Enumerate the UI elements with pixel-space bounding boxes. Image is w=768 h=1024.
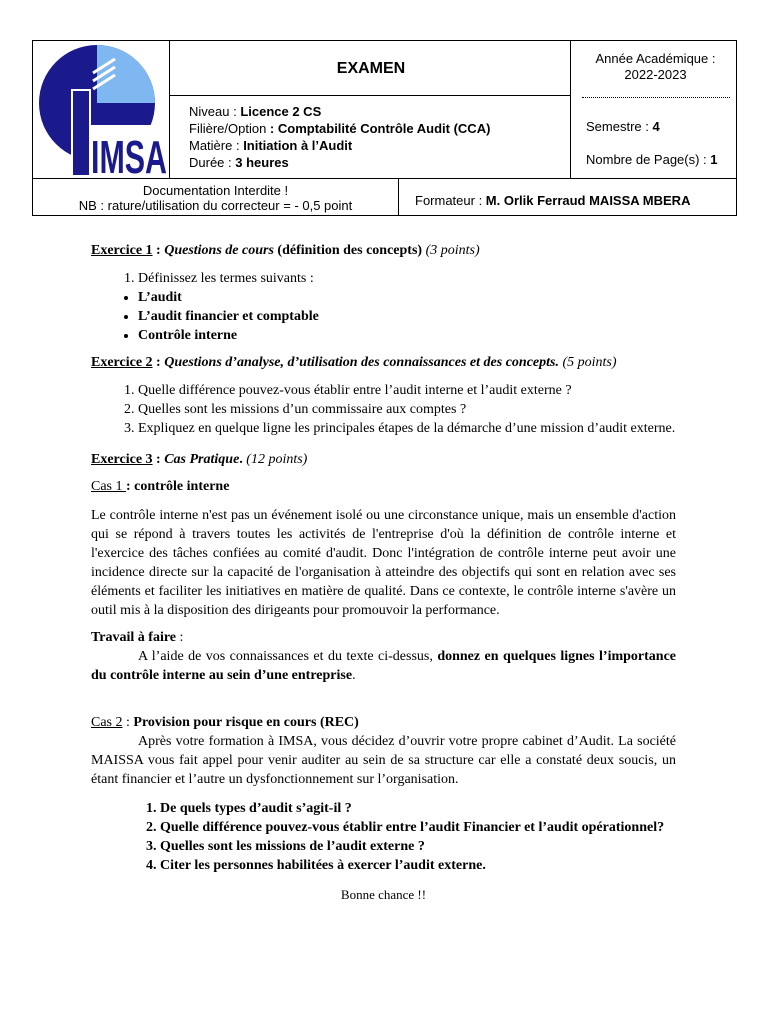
duree-row <box>189 154 490 171</box>
semestre-value: 4 <box>652 119 660 134</box>
exam-info <box>189 103 490 171</box>
separator: . <box>352 668 356 683</box>
niveau-label: Niveau : <box>189 104 241 119</box>
divider <box>169 41 170 178</box>
formateur-label: Formateur : <box>415 193 486 208</box>
separator: . <box>239 452 247 467</box>
pages-label: Nombre de Page(s) : <box>586 152 711 167</box>
list-item: 1. De quels types d’audit s’agit-il ? <box>160 799 676 818</box>
list-item: 1. Définissez les termes suivants : <box>138 269 676 288</box>
divider <box>398 178 399 216</box>
imsa-logo-icon <box>35 43 169 177</box>
semestre-label: Semestre : <box>586 119 653 134</box>
cas-2-label: Cas 2 <box>91 715 123 730</box>
list-item: 2. Quelles sont les missions d’un commissaire aux comptes ? <box>138 400 676 419</box>
duree-value: 3 heures <box>235 155 289 170</box>
exercice-3-subtitle: Cas Pratique <box>164 452 240 467</box>
cas-2-title <box>91 713 676 732</box>
exercice-2-points: (5 points) <box>558 355 617 370</box>
exercice-1-label: Exercice 1 <box>91 243 153 258</box>
exercice-1-questions <box>91 269 676 288</box>
cas-1-text: Le contrôle interne n'est pas un événement isolé ou une circonstance unique, mais un ensemble d'action qui se répond à travers toutes les activités de l'entreprise d'où la définition de contrôle interne et l'exercice des tâches confiées au comité d'audit. Donc l'intégration de contrôle interne peut avoir une incidence directe sur la capacité de l'organisation à atteindre des objectifs qui sont en relation avec ses éléments et faciliter les initiatives en matière de qualité. Dans ce contexte, le contrôle interne s'avère un outil mis à la disposition des dirigeants pour promouvoir la performance. <box>91 508 676 618</box>
travail-title <box>91 628 676 647</box>
exercice-2-title <box>91 353 676 372</box>
cas-1-subtitle: : contrôle interne <box>126 479 230 494</box>
list-item: • L’audit <box>138 288 676 307</box>
separator: : <box>152 243 165 258</box>
list-item: 4. Citer les personnes habilitées à exercer l’audit externe. <box>160 856 676 875</box>
travail-label: Travail à faire <box>91 630 177 645</box>
list-item: 1. Quelle différence pouvez-vous établir entre l’audit interne et l’audit externe ? <box>138 381 676 400</box>
annee-academique <box>573 51 738 83</box>
list-item: • L’audit financier et comptable <box>138 307 676 326</box>
documentation-note <box>33 183 398 213</box>
matiere-label: Matière : <box>189 138 244 153</box>
pages-value: 1 <box>710 152 718 167</box>
exam-content <box>91 241 676 904</box>
duree-label: Durée : <box>189 155 236 170</box>
list-item: 3. Quelles sont les missions de l’audit externe ? <box>160 837 676 856</box>
niveau-row <box>189 103 490 120</box>
logo-text: IMSA <box>91 131 167 177</box>
separator: : <box>152 355 165 370</box>
matiere-value: Initiation à l’Audit <box>243 138 353 153</box>
matiere-row <box>189 137 490 154</box>
filiere-row <box>189 120 490 137</box>
list-item: 3. Expliquez en quelque ligne les principales étapes de la démarche d’une mission d’audit externe. <box>138 419 676 438</box>
dotted-separator <box>582 97 730 98</box>
exercice-1-desc: (définition des concepts) <box>273 243 426 258</box>
list-item: 2. Quelle différence pouvez-vous établir entre l’audit Financier et l’audit opérationnel? <box>160 818 676 837</box>
separator: : <box>152 452 165 467</box>
exercice-2-subtitle: Questions d’analyse, d’utilisation des connaissances et des concepts. <box>164 355 559 370</box>
filiere-label: Filière/Option <box>189 121 270 136</box>
documentation-line: Documentation Interdite ! <box>142 183 289 198</box>
separator: : <box>176 630 184 645</box>
exercice-3-label: Exercice 3 <box>91 452 153 467</box>
nb-line: NB : rature/utilisation du correcteur = - 0,5 point <box>78 198 353 213</box>
separator: : <box>122 715 134 730</box>
travail-question: donnez en quelques lignes l’importance du contrôle interne au sein d’une entreprise <box>91 649 676 683</box>
exercice-1-title <box>91 241 676 260</box>
annee-value: 2022-2023 <box>624 67 687 82</box>
bonne-chance: Bonne chance !! <box>340 887 427 902</box>
annee-label: Année Académique : <box>595 51 716 66</box>
exercice-3-points: (12 points) <box>246 452 308 467</box>
cas-2-subtitle: Provision pour risque en cours (REC) <box>133 715 359 730</box>
formateur-value: M. Orlik Ferraud MAISSA MBERA <box>485 193 691 208</box>
semestre <box>586 119 660 134</box>
cas-1-title <box>91 477 676 496</box>
cas-2-text: Après votre formation à IMSA, vous décidez d’ouvrir votre propre cabinet d’Audit. La société MAISSA vous fait appel pour venir auditer au sein de sa structure car elle a constaté deux soucis, un étant financier et l’autre un dysfonctionnement sur l’organisation. <box>91 734 676 787</box>
exercice-1-terms <box>91 288 676 345</box>
exercice-2-label: Exercice 2 <box>91 355 153 370</box>
filiere-value: : Comptabilité Contrôle Audit (CCA) <box>269 121 491 136</box>
travail-text <box>91 647 676 685</box>
exercice-2-questions <box>91 381 676 438</box>
formateur <box>415 193 690 208</box>
exercice-1-subtitle: Questions de cours <box>164 243 274 258</box>
cas-1-label: Cas 1 <box>91 479 126 494</box>
niveau-value: Licence 2 CS <box>240 104 322 119</box>
exam-header-table <box>32 40 737 216</box>
divider <box>33 178 736 179</box>
cas-2-questions <box>91 799 676 875</box>
nombre-pages <box>586 152 718 167</box>
imsa-logo <box>35 43 169 177</box>
list-item: • Contrôle interne <box>138 326 676 345</box>
exercice-1-points: (3 points) <box>425 243 480 258</box>
exercice-3-title <box>91 450 676 469</box>
travail-intro: A l’aide de vos connaissances et du texte ci-dessus, <box>138 649 438 664</box>
exam-title: EXAMEN <box>336 59 406 77</box>
